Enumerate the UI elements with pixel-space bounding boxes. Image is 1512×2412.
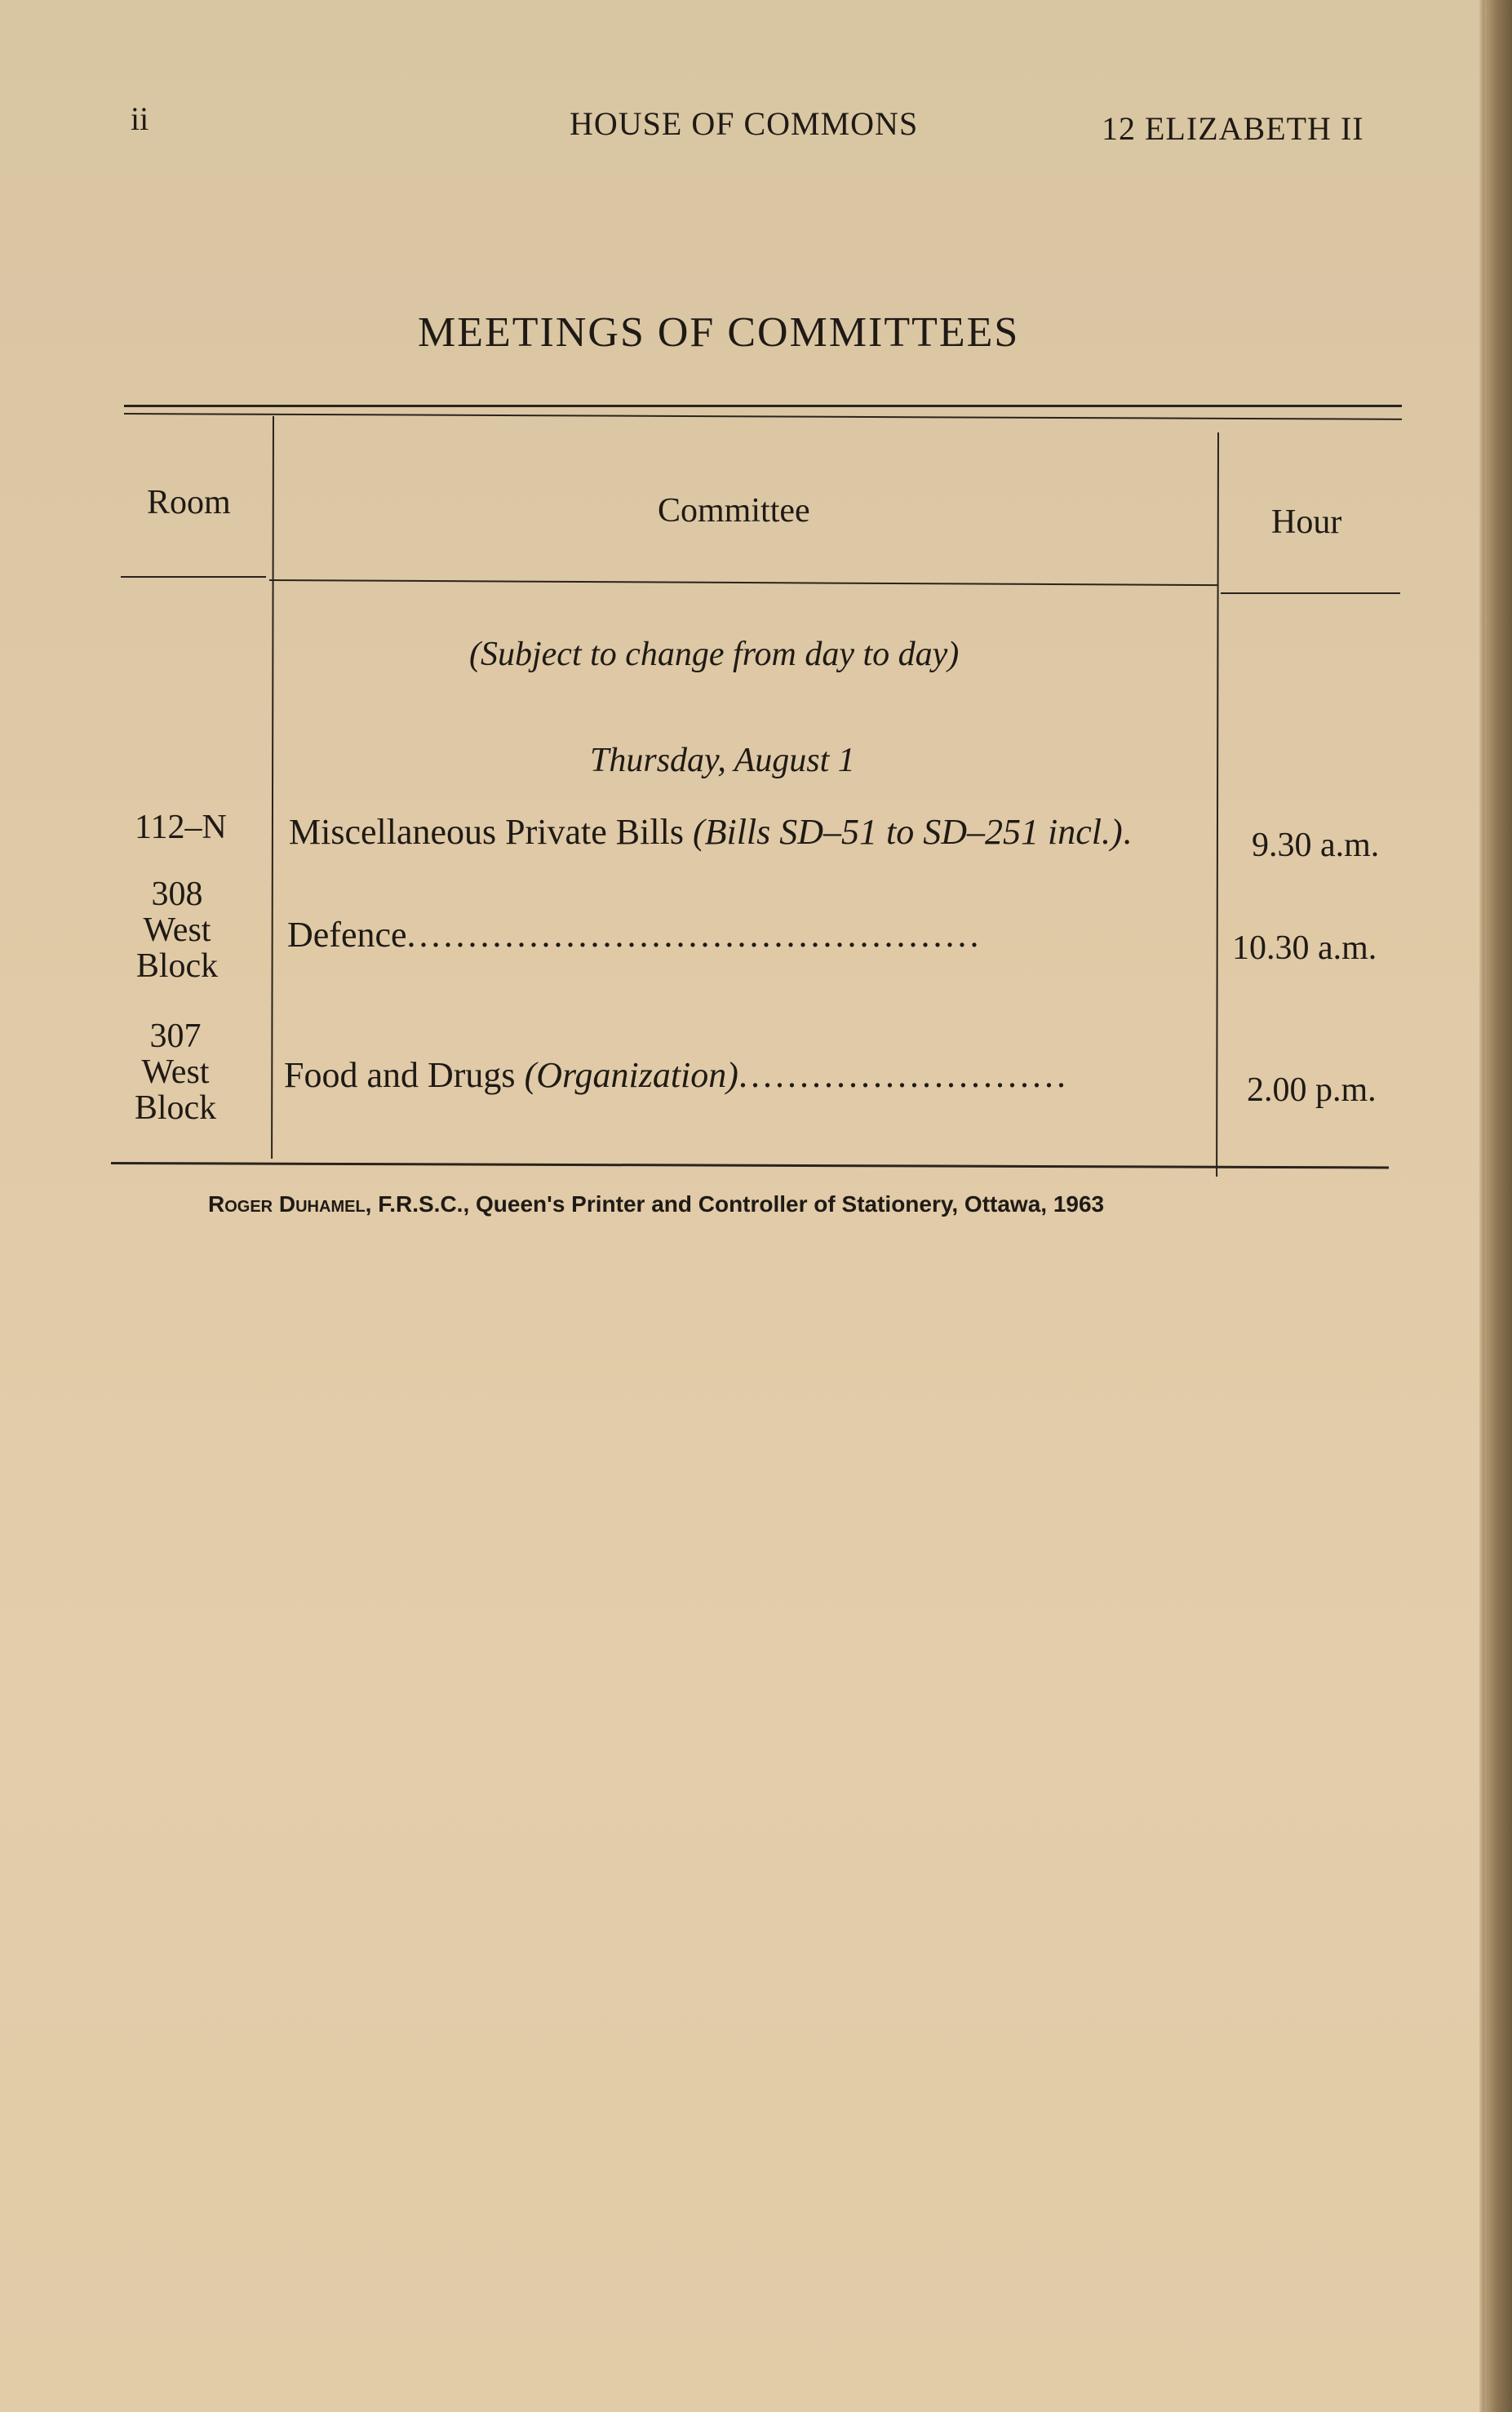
committee-name: Food and Drugs: [284, 1055, 516, 1095]
committee-header-rule: [269, 579, 1217, 586]
table-bottom-rule: [111, 1162, 1389, 1168]
meeting-hour: 9.30 a.m.: [1252, 827, 1380, 864]
printer-name: Roger Duhamel: [208, 1191, 366, 1217]
session-label: 12 ELIZABETH II: [1102, 110, 1364, 147]
table-top-rule-second: [124, 413, 1402, 420]
room-112-n: 112–N: [135, 809, 227, 846]
hour-column-divider: [1216, 432, 1219, 1177]
column-header-hour: Hour: [1271, 503, 1342, 541]
printer-credentials: , F.R.S.C., Queen's Printer and Controller of Stationery, Ottawa, 1963: [365, 1191, 1105, 1217]
hour-header-rule: [1221, 592, 1400, 594]
room-building-line-2: Block: [134, 1089, 217, 1127]
room-308-west-block: [116, 876, 238, 984]
page-title: MEETINGS OF COMMITTEES: [418, 309, 1020, 356]
room-307-west-block: [114, 1018, 237, 1126]
printer-imprint: [208, 1191, 1104, 1217]
meeting-hour: 2.00 p.m.: [1247, 1071, 1377, 1109]
room-building-line-1: West: [141, 1053, 210, 1091]
room-building-line-2: Block: [135, 947, 219, 985]
column-header-room: Room: [147, 484, 231, 521]
committee-detail: (Organization): [524, 1055, 738, 1095]
committee-name: Defence: [287, 915, 407, 955]
committee-detail: (Bills SD–51 to SD–251 incl.): [692, 812, 1123, 852]
schedule-note: (Subject to change from day to day): [469, 636, 960, 673]
committee-name: Miscellaneous Private Bills: [289, 812, 684, 852]
running-head: HOUSE OF COMMONS: [570, 105, 919, 142]
page-folio: ii: [131, 100, 149, 137]
room-column-divider: [271, 416, 274, 1159]
room-header-rule: [121, 576, 266, 578]
table-row-committee: [289, 811, 1132, 853]
room-number: 307: [149, 1018, 202, 1055]
leader-dots: ...............................................: [406, 915, 982, 955]
column-header-committee: Committee: [658, 492, 810, 530]
table-row-committee: [284, 1054, 1069, 1096]
table-top-rule: [124, 405, 1402, 407]
leader-dots: ...........................: [738, 1055, 1069, 1095]
room-building-line-1: West: [143, 911, 211, 949]
meeting-date: Thursday, August 1: [590, 742, 855, 779]
leader-dots: .: [1122, 812, 1132, 852]
room-number: 308: [151, 876, 203, 913]
book-binding: [1484, 0, 1512, 2412]
meeting-hour: 10.30 a.m.: [1232, 929, 1377, 967]
table-row-committee: [287, 914, 982, 955]
